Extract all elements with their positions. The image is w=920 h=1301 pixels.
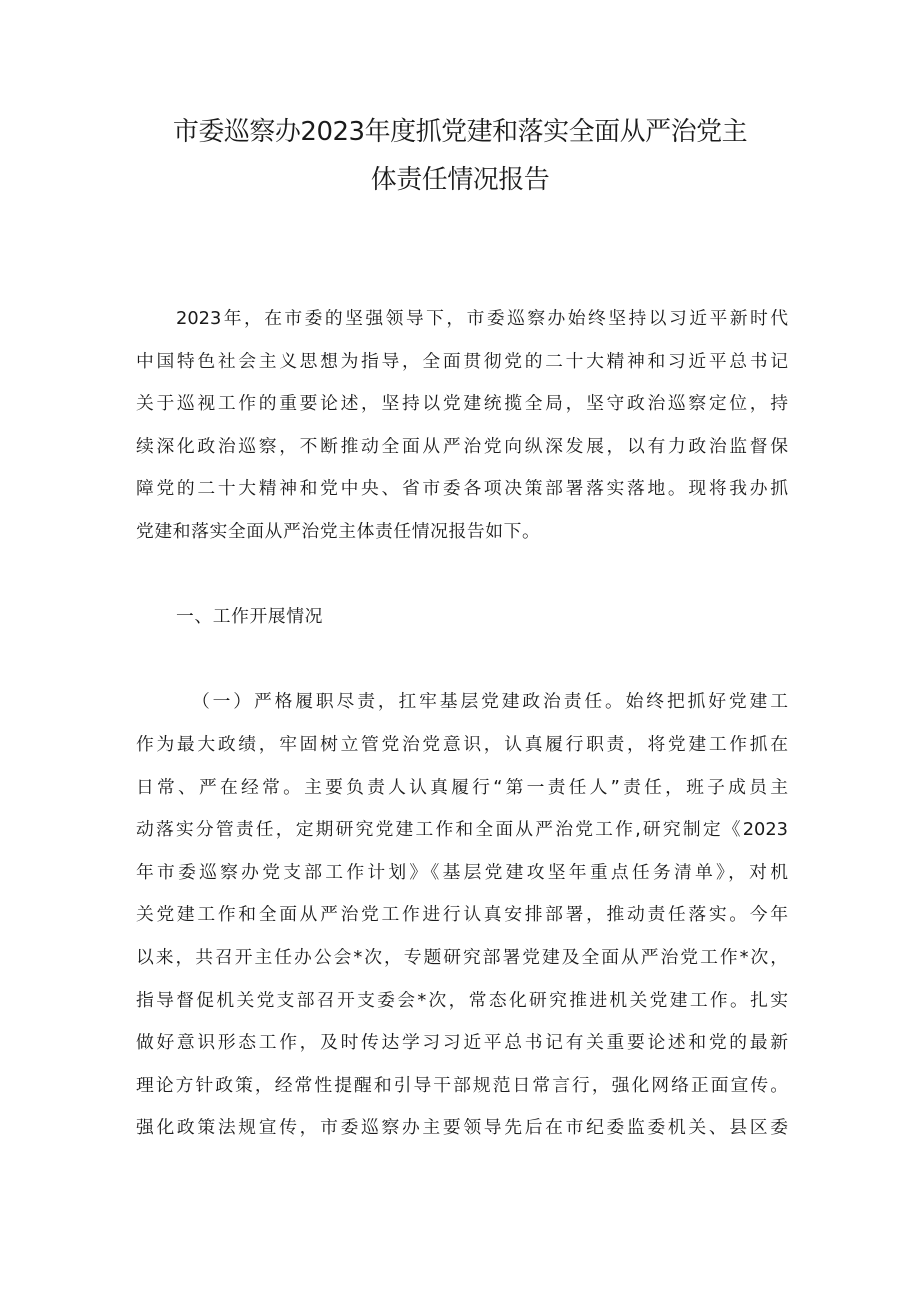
intro-line: 2023年，在市委的坚强领导下，市委巡察办始终坚持以习近平新时代 [176,308,788,329]
paragraph-gap [136,639,788,682]
title-line-1: 市委巡察办2023年度抓党建和落实全面从严治党主 [172,117,748,147]
intro-line: 中国特色社会主义思想为指导，全面贯彻党的二十大精神和习近平总书记 [136,350,788,372]
subsection-line: 关党建工作和全面从严治党工作进行认真安排部署，推动责任落实。今年 [136,904,788,926]
subsection-line: 强化政策法规宣传，市委巡察办主要领导先后在市纪委监委机关、县区委 [136,1117,788,1139]
subsection-line: 动落实分管责任，定期研究党建工作和全面从严治党工作,研究制定《2023 [136,819,788,841]
subsection-line: （一）严格履职尽责，扛牢基层党建政治责任。始终把抓好党建工 [192,691,788,713]
subsection-line: 做好意识形态工作，及时传达学习习近平总书记有关重要论述和党的最新 [136,1032,788,1054]
section-heading: 一、工作开展情况 [176,606,324,628]
document-title [130,108,790,204]
subsection-line: 指导督促机关党支部召开支委会*次，常态化研究推进机关党建工作。扎实 [136,989,788,1011]
subsection-line: 作为最大政绩，牢固树立管党治党意识，认真履行职责，将党建工作抓在 [136,733,788,755]
intro-line: 障党的二十大精神和党中央、省市委各项决策部署落实落地。现将我办抓 [136,478,788,500]
subsection-line: 理论方针政策，经常性提醒和引导干部规范日常言行，强化网络正面宣传。 [136,1074,788,1096]
document-body [136,298,788,1150]
intro-line: 续深化政治巡察，不断推动全面从严治党向纵深发展，以有力政治监督保 [136,435,788,457]
section-heading-paragraph [136,596,788,639]
subsection-line: 年市委巡察办党支部工作计划》《基层党建攻坚年重点任务清单》，对机 [136,861,788,883]
title-line-2: 体责任情况报告 [370,165,550,195]
intro-line: 党建和落实全面从严治党主体责任情况报告如下。 [136,520,541,542]
subsection-paragraph [136,681,788,1150]
intro-line: 关于巡视工作的重要论述，坚持以党建统揽全局，坚守政治巡察定位，持 [136,393,788,415]
subsection-line: 日常、严在经常。主要负责人认真履行“第一责任人”责任，班子成员主 [136,776,788,798]
paragraph-gap [136,554,788,597]
subsection-line: 以来，共召开主任办公会*次，专题研究部署党建及全面从严治党工作*次， [136,946,788,968]
intro-paragraph [136,298,788,554]
